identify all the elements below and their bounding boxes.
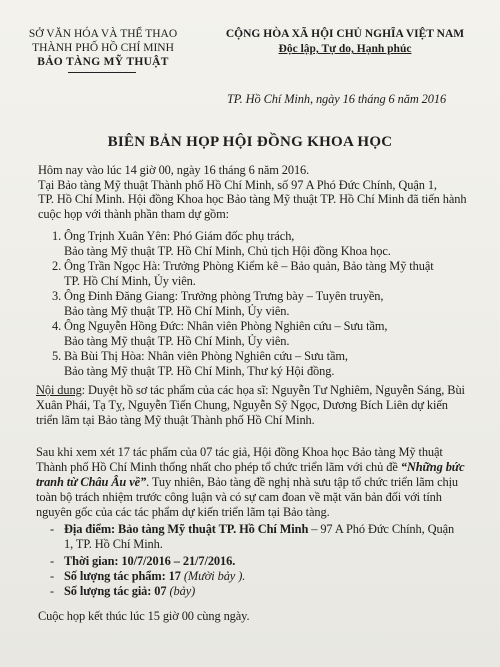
works-count-words: (Mười bảy ). xyxy=(183,569,246,583)
date-line: TP. Hồ Chí Minh, ngày 16 tháng 6 năm 2016 xyxy=(227,92,447,106)
location-address: – 97 A Phó Đức Chính, Quận xyxy=(308,522,455,536)
intro-line-4: cuộc họp với thành phần tham dự gồm: xyxy=(38,206,230,221)
agency-header xyxy=(28,27,178,69)
detail-artists xyxy=(50,584,454,599)
agency-line-3: BẢO TÀNG MỸ THUẬT xyxy=(37,56,169,68)
content-line-3: triển lãm tại Bảo tàng Mỹ thuật Thành phố Hồ Chí Minh. xyxy=(36,413,315,427)
location-label: Địa điểm: Bảo tàng Mỹ thuật TP. Hồ Chí Minh xyxy=(64,522,309,536)
decision-line-3: . Tuy nhiên, Bảo tàng đề nghị nhà sưu tập tổ chức triển lãm chịu xyxy=(146,475,459,489)
member-line-1: Ông Trần Ngọc Hà: Trưởng Phòng Kiểm kê – Bảo quản, Bảo tàng Mỹ thuật xyxy=(64,259,434,273)
content-label: Nội dung xyxy=(36,383,82,397)
member-number: 4. xyxy=(52,319,62,333)
bullet-icon: - xyxy=(50,522,55,536)
member-number: 2. xyxy=(52,259,62,273)
member-line-1: Ông Trịnh Xuân Yên: Phó Giám đốc phụ trách, xyxy=(64,229,295,243)
member-item xyxy=(52,259,434,289)
member-item xyxy=(52,349,434,379)
member-line-1: Ông Đinh Đăng Giang: Trưởng phòng Trưng bày – Tuyên truyền, xyxy=(64,289,384,303)
content-paragraph xyxy=(36,383,465,428)
closing-line: Cuộc họp kết thúc lúc 15 giờ 00 cùng ngày. xyxy=(38,609,250,623)
decision-line-5: nguyên gốc của các tác phẩm dự kiến triển lãm tại Bảo tàng. xyxy=(36,505,330,519)
member-line-2: Bảo tàng Mỹ thuật TP. Hồ Chí Minh, Thư ký Hội đồng. xyxy=(64,364,335,378)
national-title: CỘNG HÒA XÃ HỘI CHỦ NGHĨA VIỆT NAM xyxy=(225,28,465,40)
bullet-icon: - xyxy=(50,584,55,598)
member-line-2: Bảo tàng Mỹ thuật TP. Hồ Chí Minh, Chủ tịch Hội đồng Khoa học. xyxy=(64,244,391,258)
detail-time xyxy=(50,554,454,569)
artists-count-words: (bảy) xyxy=(169,584,196,598)
members-list xyxy=(52,229,434,379)
member-line-2: Bảo tàng Mỹ thuật TP. Hồ Chí Minh, Ủy viên. xyxy=(64,304,290,318)
artists-count: Số lượng tác giả: 07 xyxy=(64,584,170,598)
detail-works xyxy=(50,569,454,584)
member-number: 1. xyxy=(52,229,62,243)
member-line-2: Bảo tàng Mỹ thuật TP. Hồ Chí Minh, Ủy viên. xyxy=(64,334,290,348)
agency-underline xyxy=(68,72,136,73)
bullet-icon: - xyxy=(50,554,55,568)
intro-line-3: TP. Hồ Chí Minh. Hội đồng Khoa học Bảo tàng Mỹ thuật TP. Hồ Chí Minh đã tiến hành xyxy=(38,192,467,206)
time-value: Thời gian: 10/7/2016 – 21/7/2016. xyxy=(64,554,236,568)
member-line-1: Bà Bùi Thị Hòa: Nhân viên Phòng Nghiên cứu – Sưu tầm, xyxy=(64,349,348,363)
member-item xyxy=(52,229,434,259)
document-title: BIÊN BẢN HỌP HỘI ĐỒNG KHOA HỌC xyxy=(107,134,393,150)
bullet-icon: - xyxy=(50,569,55,583)
decision-paragraph xyxy=(36,445,465,520)
member-line-2: TP. Hồ Chí Minh, Ủy viên. xyxy=(64,274,196,288)
member-item xyxy=(52,319,434,349)
agency-line-2: THÀNH PHỐ HỒ CHÍ MINH xyxy=(32,42,174,54)
member-line-1: Ông Nguyễn Hồng Đức: Nhân viên Phòng Nghiên cứu – Sưu tầm, xyxy=(64,319,388,333)
details-list xyxy=(50,522,454,599)
national-motto: Độc lập, Tự do, Hạnh phúc xyxy=(278,43,412,55)
member-number: 3. xyxy=(52,289,62,303)
decision-line-2: Thành phố Hồ Chí Minh thống nhất cho phép tổ chức triển lãm với chủ đề xyxy=(36,460,401,474)
intro-paragraph xyxy=(38,163,466,221)
agency-line-1: SỞ VĂN HÓA VÀ THỂ THAO xyxy=(28,28,178,40)
member-item xyxy=(52,289,434,319)
detail-location xyxy=(50,522,454,552)
content-line-2: Xuân Phái, Tạ Tỵ, Nguyễn Tiến Chung, Nguyễn Sỹ Ngọc, Dương Bích Liên dự kiến xyxy=(36,398,448,412)
intro-line-2: Tại Bảo tàng Mỹ thuật Thành phố Hồ Chí Minh, số 97 A Phó Đức Chính, Quận 1, xyxy=(38,177,437,192)
content-line-1: : Duyệt hồ sơ tác phẩm của các họa sĩ: Nguyễn Tư Nghiêm, Nguyễn Sáng, Bùi xyxy=(81,383,465,397)
national-header xyxy=(211,27,479,56)
theme-title-part-2: tranh từ Châu Âu về” xyxy=(36,475,147,489)
decision-line-1: Sau khi xem xét 17 tác phẩm của 07 tác giả, Hội đồng Khoa học Bảo tàng Mỹ thuật xyxy=(36,445,443,459)
member-number: 5. xyxy=(52,349,62,363)
theme-title-part-1: “Những bức xyxy=(400,460,465,474)
decision-line-4: toàn bộ trách nhiệm trước công luận và có sự cam đoan về mặt văn bản đối với tính xyxy=(36,490,442,504)
location-line-2: 1, TP. Hồ Chí Minh. xyxy=(64,537,163,551)
intro-line-1: Hôm nay vào lúc 14 giờ 00, ngày 16 tháng 6 năm 2016. xyxy=(38,163,310,177)
works-count: Số lượng tác phẩm: 17 xyxy=(64,569,184,583)
